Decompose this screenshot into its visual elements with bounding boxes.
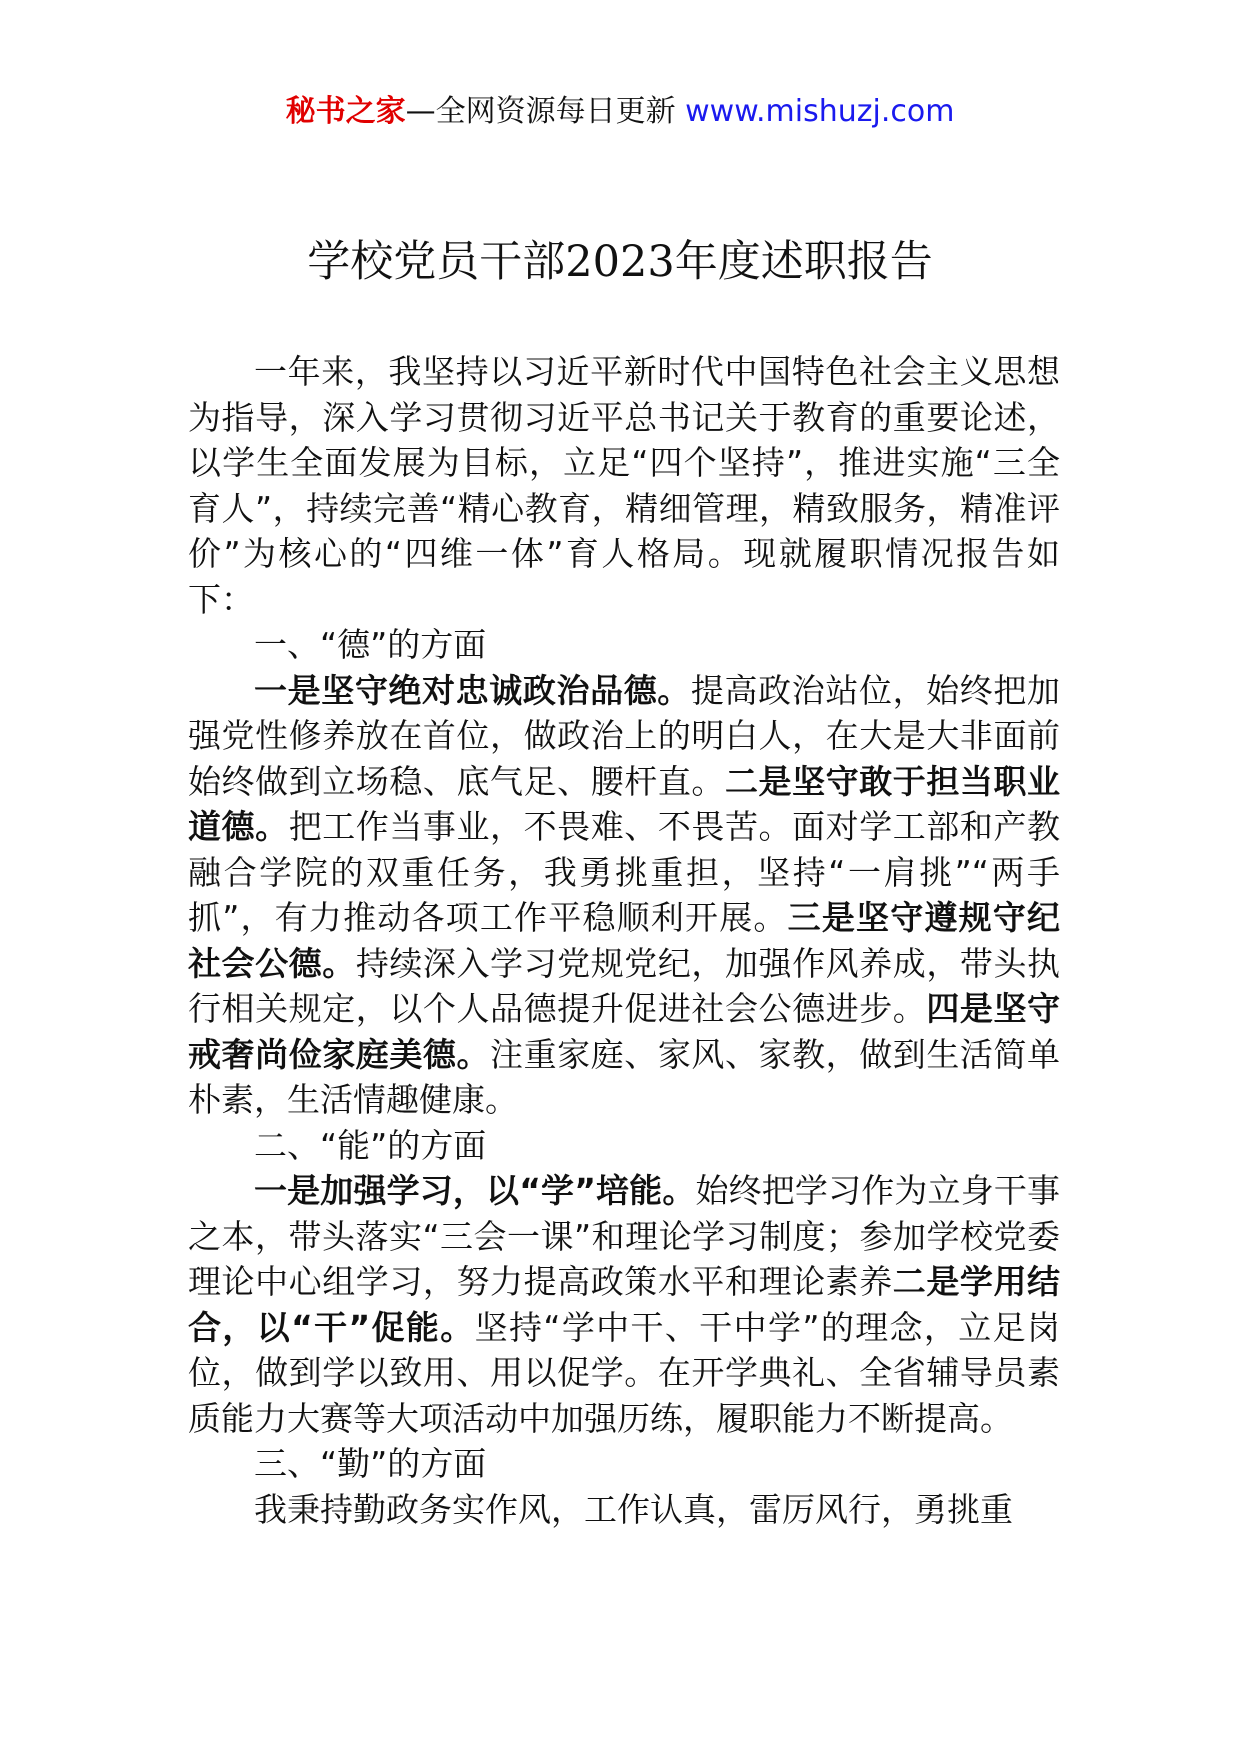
document-body [188,349,1060,1532]
paragraph-text: 坚持“学中干、干中学”的理念，立足岗位，做到学以致用、用以促学。在开学典礼、全省辅导员素质能力大赛等大项活动中加强历练，履职能力不断提高。 [188,1307,1060,1438]
paragraph-text: 把工作当事业，不畏难、不畏苦。面对学工部和产教融合学院的双重任务，我勇挑重担，坚持“一肩挑”“两手抓”，有力推动各项工作平稳顺利开展。 [188,807,1061,937]
bold-lead-2: 二是坚守敢于担当职业道德。 [188,761,1061,846]
bold-lead-4: 四是坚守戒奢尚俭家庭美德。 [188,989,1061,1074]
section-heading-de: 一、“德”的方面 [254,625,487,664]
section-paragraph-neng [188,1168,1060,1441]
header-slogan: —全网资源每日更新 [405,94,676,129]
bold-lead-1: 一是坚守绝对忠诚政治品德。 [254,670,691,710]
paragraph-text: 注重家庭、家风、家教，做到生活简单朴素，生活情趣健康。 [188,1034,1061,1119]
section-heading-neng: 二、“能”的方面 [254,1125,487,1165]
section-heading-qin: 三、“勤”的方面 [254,1444,487,1483]
document-title: 学校党员干部2023年度述职报告 [307,237,933,287]
brand-name: 秘书之家 [285,94,406,129]
site-header [0,92,1240,132]
paragraph-text: 持续深入学习党规党纪，加强作风养成，带头执行相关规定，以个人品德提升促进社会公德进步。 [188,943,1061,1028]
section-paragraph-de [188,668,1060,1123]
bold-lead-2: 二是学用结合，以“干”促能。 [188,1262,1061,1347]
paragraph-text: 始终把学习作为立身干事之本，带头落实“三会一课”和理论学习制度；参加学校党委理论中心组学习，努力提高政策水平和理论素养 [188,1171,1060,1301]
site-url-link[interactable]: www.mishuzj.com [685,94,955,129]
bold-lead-3: 三是坚守遵规守纪社会公德。 [188,898,1060,983]
intro-paragraph: 一年来，我坚持以习近平新时代中国特色社会主义思想为指导，深入学习贯彻习近平总书记关于教育的重要论述，以学生全面发展为目标，立足“四个坚持”，推进实施“三全育人”，持续完善“精心教育，精细管理，精致服务，精准评价”为核心的“四维一体”育人格局。现就履职情况报告如下： [188,352,1060,619]
section-paragraph-qin: 我秉持勤政务实作风，工作认真，雷厉风行，勇挑重 [254,1489,1013,1529]
bold-lead-1: 一是加强学习，以“学”培能。 [254,1171,696,1210]
paragraph-text: 提高政治站位，始终把加强党性修养放在首位，做政治上的明白人，在大是大非面前始终做到立场稳、底气足、腰杆直。 [188,670,1061,801]
